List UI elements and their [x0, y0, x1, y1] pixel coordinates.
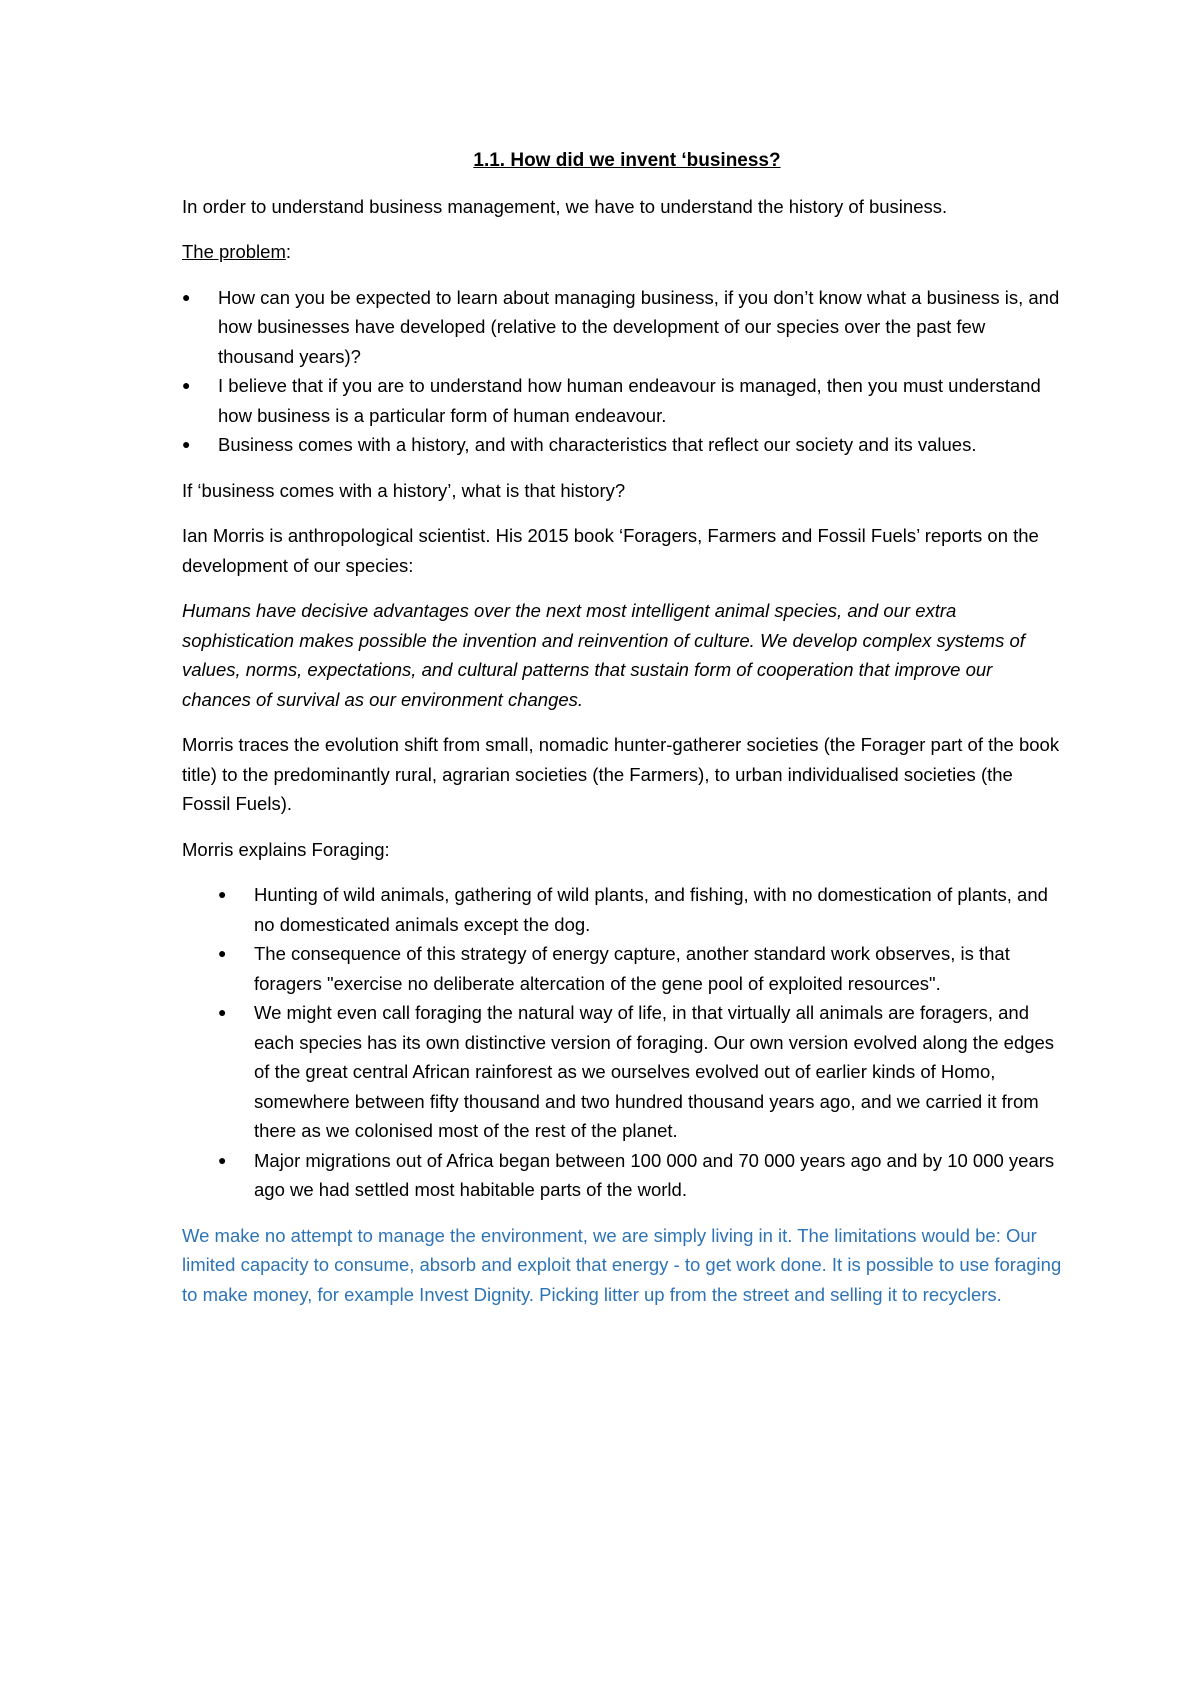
foraging-heading: Morris explains Foraging:	[182, 838, 390, 860]
problem-colon: :	[285, 241, 291, 262]
problem-heading	[182, 237, 1062, 267]
list-item-text: Business comes with a history, and with characteristics that reflect our society and its values.	[218, 434, 977, 455]
quote-paragraph: Humans have decisive advantages over the next most intelligent animal species, and our extra sophistication makes possible the invention and reinvention of culture. We develop complex systems of values, norms, expectations, and cultural patterns that sustain form of cooperation that improve our chances of survival as our environment changes.	[182, 600, 1025, 710]
foraging-list	[182, 880, 1062, 1205]
list-item	[182, 939, 1062, 998]
list-item-text: The consequence of this strategy of energy capture, another standard work observes, is that foragers "exercise no deliberate altercation of the gene pool of exploited resources".	[254, 943, 1010, 994]
bullet-icon: ●	[182, 288, 191, 305]
list-item	[182, 430, 1062, 460]
note-paragraph: We make no attempt to manage the environment, we are simply living in it. The limitations would be: Our limited capacity to consume, absorb and exploit that energy - to get work done. It is possible to use foraging to make money, for example Invest Dignity. Picking litter up from the street and selling it to recyclers.	[182, 1224, 1062, 1305]
list-item-text: Major migrations out of Africa began between 100 000 and 70 000 years ago and by 10 000 years ago we had settled most habitable parts of the world.	[254, 1149, 1055, 1200]
list-item-text: Hunting of wild animals, gathering of wild plants, and fishing, with no domestication of plants, and no domesticated animals except the dog.	[254, 884, 1048, 935]
problem-label: The problem	[182, 241, 286, 262]
list-item	[182, 1146, 1062, 1205]
list-item-text: I believe that if you are to understand how human endeavour is managed, then you must understand how business is a particular form of human endeavour.	[218, 375, 1041, 426]
document-body	[182, 146, 1062, 1325]
bullet-icon: ●	[218, 1151, 227, 1168]
list-item	[182, 371, 1062, 430]
bullet-icon: ●	[218, 1004, 227, 1020]
list-item-text: We might even call foraging the natural way of life, in that virtually all animals are foragers, and each species has its own distinctive version of foraging. Our own version evolved along the edges of the great central African rainforest as we ourselves evolved out of earlier kinds of Homo, somewhere between fifty thousand and two hundred thousand years ago, and we carried it from there as we colonised most of the rest of the planet.	[254, 1002, 1055, 1141]
evolution-paragraph: Morris traces the evolution shift from small, nomadic hunter-gatherer societies (the Forager part of the book title) to the predominantly rural, agrarian societies (the Farmers), to urban individualised societies (the Fossil Fuels).	[182, 734, 1060, 814]
morris-intro-paragraph: Ian Morris is anthropological scientist. His 2015 book ‘Foragers, Farmers and Fossil Fuels’ reports on the development of our species:	[182, 525, 1039, 576]
history-question: If ‘business comes with a history’, what is that history?	[182, 479, 626, 501]
problem-list	[182, 283, 1062, 460]
page-title: 1.1. How did we invent ‘business?	[473, 150, 781, 171]
bullet-icon: ●	[218, 945, 227, 961]
bullet-icon: ●	[182, 377, 191, 393]
list-item	[182, 998, 1062, 1146]
list-item	[182, 283, 1062, 372]
bullet-icon: ●	[182, 436, 191, 452]
list-item	[182, 880, 1062, 939]
intro-paragraph: In order to understand business management, we have to understand the history of business.	[182, 195, 948, 217]
list-item-text: How can you be expected to learn about managing business, if you don’t know what a business is, and how businesses have developed (relative to the development of our species over the past few thousand years)?	[218, 286, 1060, 367]
bullet-icon: ●	[218, 886, 227, 902]
